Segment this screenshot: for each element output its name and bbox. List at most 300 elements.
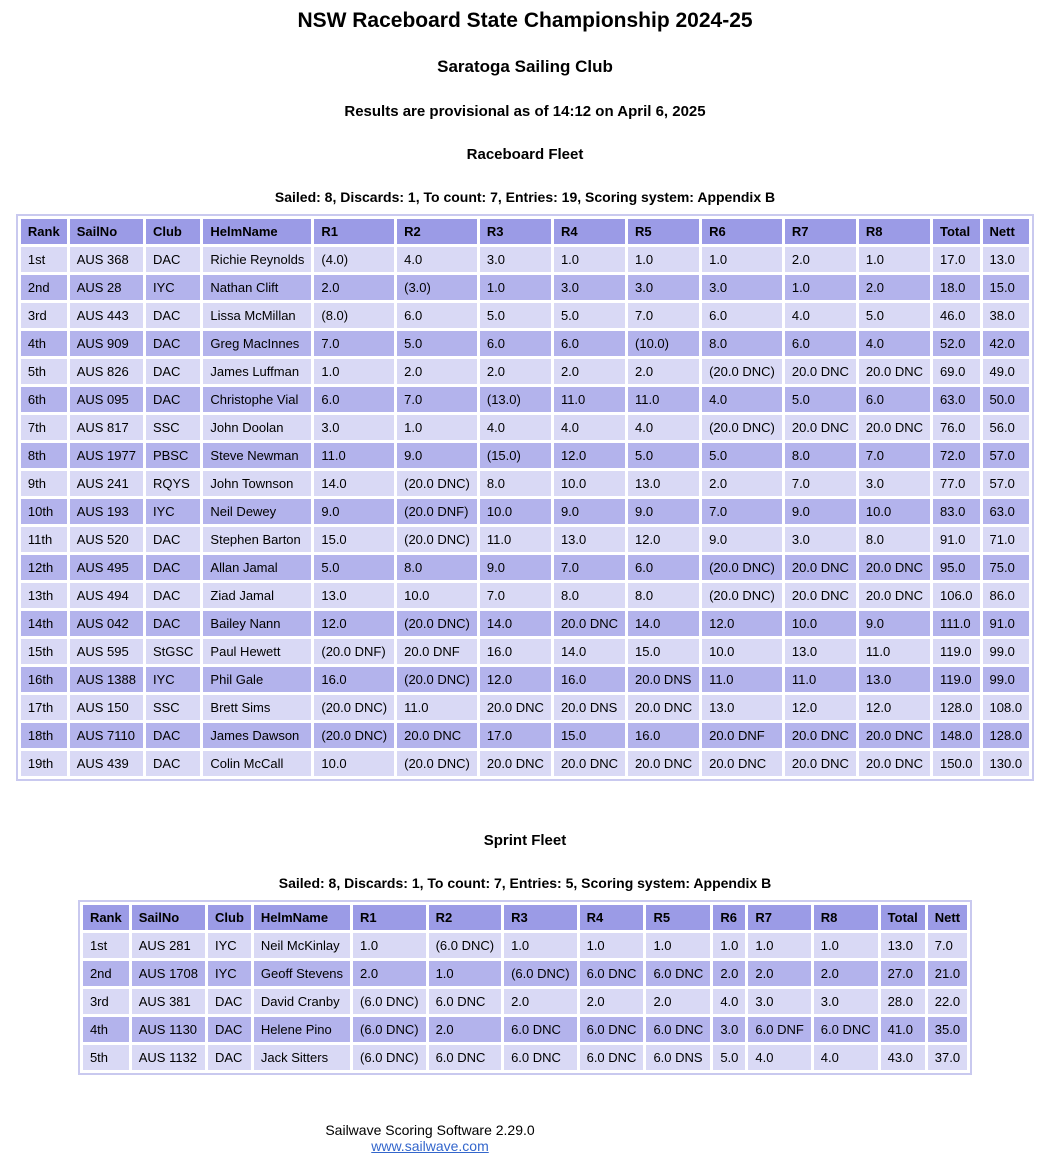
table-cell: IYC [146,275,200,300]
fleet-summary-raceboard: Sailed: 8, Discards: 1, To count: 7, Entries: 19, Scoring system: Appendix B [274,189,776,205]
table-cell: 20.0 DNC [859,751,930,776]
sailwave-link[interactable]: www.sailwave.com [371,1138,489,1154]
table-cell: 11.0 [859,639,930,664]
column-header-total: Total [933,219,980,244]
table-cell: 7.0 [314,331,394,356]
table-cell: 11.0 [397,695,477,720]
table-cell: 8.0 [628,583,699,608]
table-cell: 8.0 [859,527,930,552]
table-cell: 1.0 [702,247,782,272]
table-cell: 13.0 [628,471,699,496]
column-header-r6: R6 [713,905,745,930]
table-cell: Christophe Vial [203,387,311,412]
table-cell: 4.0 [814,1045,878,1070]
table-cell: 11.0 [628,387,699,412]
table-cell: 5th [83,1045,129,1070]
table-cell: (8.0) [314,303,394,328]
table-row [83,1045,967,1070]
table-cell: 13.0 [785,639,856,664]
table-row [21,499,1029,524]
table-cell: 1.0 [646,933,710,958]
table-cell: 5.0 [628,443,699,468]
table-cell: 20.0 DNC [859,555,930,580]
table-cell: 6.0 DNC [646,961,710,986]
table-cell: (20.0 DNC) [702,555,782,580]
table-cell: (20.0 DNC) [314,695,394,720]
column-header-r3: R3 [480,219,551,244]
column-header-sailno: SailNo [70,219,143,244]
table-row [21,639,1029,664]
table-cell: 2.0 [859,275,930,300]
table-cell: 10.0 [397,583,477,608]
table-cell: 9.0 [480,555,551,580]
table-cell: (20.0 DNC) [397,667,477,692]
table-cell: 8.0 [785,443,856,468]
table-cell: John Doolan [203,415,311,440]
table-cell: DAC [208,1045,251,1070]
table-cell: 2.0 [713,961,745,986]
table-cell: 9th [21,471,67,496]
table-cell: 6.0 DNF [748,1017,810,1042]
table-cell: 1.0 [748,933,810,958]
table-cell: 14.0 [628,611,699,636]
table-cell: 15.0 [554,723,625,748]
table-cell: 11th [21,527,67,552]
table-cell: AUS 28 [70,275,143,300]
table-cell: 4.0 [628,415,699,440]
table-cell: 20.0 DNC [859,583,930,608]
table-cell: 2.0 [353,961,426,986]
table-cell: 3.0 [713,1017,745,1042]
table-row [83,989,967,1014]
table-cell: (20.0 DNC) [397,471,477,496]
table-cell: Allan Jamal [203,555,311,580]
table-cell: 9.0 [702,527,782,552]
table-cell: (6.0 DNC) [353,989,426,1014]
table-cell: 8.0 [702,331,782,356]
table-cell: 12.0 [554,443,625,468]
table-cell: 6th [21,387,67,412]
column-header-r1: R1 [314,219,394,244]
table-cell: Greg MacInnes [203,331,311,356]
table-cell: 6.0 DNC [504,1017,577,1042]
table-cell: 13.0 [983,247,1030,272]
table-cell: Nathan Clift [203,275,311,300]
table-cell: Helene Pino [254,1017,350,1042]
table-cell: SSC [146,695,200,720]
table-cell: 41.0 [881,1017,925,1042]
table-cell: 6.0 DNC [646,1017,710,1042]
table-cell: DAC [146,527,200,552]
table-cell: 20.0 DNC [397,723,477,748]
column-header-r2: R2 [429,905,502,930]
table-cell: (3.0) [397,275,477,300]
table-cell: (20.0 DNC) [397,611,477,636]
table-cell: 12.0 [785,695,856,720]
venue-title: Saratoga Sailing Club [437,57,613,76]
table-cell: 18.0 [933,275,980,300]
table-cell: IYC [208,961,251,986]
table-cell: 1.0 [713,933,745,958]
table-cell: 4.0 [397,247,477,272]
table-row [21,667,1029,692]
table-cell: 2.0 [785,247,856,272]
table-cell: AUS 1130 [132,1017,205,1042]
table-cell: 130.0 [983,751,1030,776]
table-row [21,275,1029,300]
table-cell: 5th [21,359,67,384]
table-cell: 3.0 [554,275,625,300]
column-header-rank: Rank [21,219,67,244]
footer-software-credit: Sailwave Scoring Software 2.29.0 [325,1122,535,1138]
table-cell: StGSC [146,639,200,664]
table-cell: 2.0 [814,961,878,986]
table-cell: (6.0 DNC) [429,933,502,958]
table-cell: Lissa McMillan [203,303,311,328]
table-cell: 20.0 DNC [785,723,856,748]
table-cell: 76.0 [933,415,980,440]
table-cell: 91.0 [933,527,980,552]
table-cell: 6.0 [859,387,930,412]
table-cell: 3.0 [628,275,699,300]
table-cell: 2nd [83,961,129,986]
table-cell: 1.0 [314,359,394,384]
table-row [21,723,1029,748]
table-cell: 13.0 [702,695,782,720]
table-cell: 10.0 [554,471,625,496]
table-cell: 1.0 [480,275,551,300]
table-cell: AUS 241 [70,471,143,496]
table-cell: IYC [146,667,200,692]
table-cell: 86.0 [983,583,1030,608]
table-cell: 11.0 [554,387,625,412]
table-cell: 9.0 [785,499,856,524]
table-cell: 1.0 [859,247,930,272]
table-row [21,527,1029,552]
table-cell: 111.0 [933,611,980,636]
table-cell: DAC [146,751,200,776]
table-cell: 2.0 [628,359,699,384]
table-cell: 13.0 [881,933,925,958]
table-cell: 8.0 [480,471,551,496]
table-cell: 42.0 [983,331,1030,356]
table-cell: AUS 443 [70,303,143,328]
table-cell: 69.0 [933,359,980,384]
table-cell: Jack Sitters [254,1045,350,1070]
table-cell: 1.0 [397,415,477,440]
table-cell: Richie Reynolds [203,247,311,272]
table-cell: 1.0 [814,933,878,958]
table-cell: 4.0 [785,303,856,328]
table-cell: 20.0 DNC [628,751,699,776]
table-cell: 20.0 DNC [785,751,856,776]
table-cell: 10th [21,499,67,524]
column-header-nett: Nett [983,219,1030,244]
raceboard-results-table [16,214,1034,781]
table-row [21,751,1029,776]
table-cell: 13.0 [314,583,394,608]
table-cell: 21.0 [928,961,967,986]
table-cell: 4.0 [713,989,745,1014]
table-cell: 71.0 [983,527,1030,552]
table-cell: 7th [21,415,67,440]
table-cell: 16.0 [480,639,551,664]
table-cell: David Cranby [254,989,350,1014]
table-cell: 11.0 [480,527,551,552]
table-cell: 4.0 [480,415,551,440]
table-cell: 13.0 [859,667,930,692]
table-cell: 128.0 [933,695,980,720]
table-cell: 15th [21,639,67,664]
table-cell: 119.0 [933,667,980,692]
table-cell: 20.0 DNF [702,723,782,748]
table-cell: 2.0 [646,989,710,1014]
table-cell: (20.0 DNC) [702,415,782,440]
table-cell: 16.0 [314,667,394,692]
table-cell: AUS 520 [70,527,143,552]
table-cell: AUS 281 [132,933,205,958]
table-cell: 4.0 [702,387,782,412]
table-cell: (4.0) [314,247,394,272]
table-cell: 6.0 [785,331,856,356]
column-header-r7: R7 [748,905,810,930]
table-cell: 5.0 [397,331,477,356]
table-cell: (20.0 DNC) [702,583,782,608]
table-cell: 20.0 DNC [628,695,699,720]
table-cell: 1st [21,247,67,272]
table-cell: 5.0 [480,303,551,328]
table-cell: 6.0 [554,331,625,356]
table-cell: 6.0 [314,387,394,412]
table-row [83,961,967,986]
table-cell: (6.0 DNC) [353,1017,426,1042]
table-cell: (20.0 DNC) [314,723,394,748]
table-cell: AUS 595 [70,639,143,664]
table-cell: (20.0 DNC) [397,527,477,552]
table-cell: 6.0 [628,555,699,580]
table-cell: 15.0 [628,639,699,664]
table-cell: Brett Sims [203,695,311,720]
table-cell: 15.0 [314,527,394,552]
table-cell: 7.0 [785,471,856,496]
table-cell: AUS 826 [70,359,143,384]
column-header-r8: R8 [859,219,930,244]
table-cell: 72.0 [933,443,980,468]
table-cell: 7.0 [397,387,477,412]
table-cell: 99.0 [983,639,1030,664]
table-row [21,443,1029,468]
table-cell: 9.0 [628,499,699,524]
table-cell: 3rd [83,989,129,1014]
table-cell: 20.0 DNC [859,359,930,384]
table-cell: 128.0 [983,723,1030,748]
table-cell: 13th [21,583,67,608]
table-cell: 10.0 [859,499,930,524]
table-cell: 2.0 [314,275,394,300]
table-cell: 6.0 DNC [580,1017,644,1042]
table-cell: Bailey Nann [203,611,311,636]
table-cell: 14.0 [480,611,551,636]
table-row [21,303,1029,328]
table-cell: 6.0 DNC [429,989,502,1014]
table-cell: IYC [146,499,200,524]
table-cell: (20.0 DNC) [702,359,782,384]
table-cell: 10.0 [314,751,394,776]
table-cell: Ziad Jamal [203,583,311,608]
table-cell: 14th [21,611,67,636]
table-cell: (13.0) [480,387,551,412]
table-cell: 20.0 DNF [397,639,477,664]
table-cell: 57.0 [983,443,1030,468]
column-header-r6: R6 [702,219,782,244]
table-cell: 14.0 [314,471,394,496]
table-cell: 20.0 DNC [480,751,551,776]
table-cell: 12th [21,555,67,580]
table-cell: DAC [146,331,200,356]
table-cell: 1.0 [580,933,644,958]
table-cell: 20.0 DNC [859,415,930,440]
table-cell: Stephen Barton [203,527,311,552]
table-cell: 20.0 DNC [554,751,625,776]
table-cell: 38.0 [983,303,1030,328]
column-header-r5: R5 [646,905,710,930]
table-cell: 12.0 [859,695,930,720]
table-cell: 11.0 [785,667,856,692]
table-cell: AUS 1708 [132,961,205,986]
table-cell: 75.0 [983,555,1030,580]
table-cell: 1.0 [628,247,699,272]
table-cell: 7.0 [628,303,699,328]
table-cell: 17.0 [480,723,551,748]
table-cell: 1.0 [429,961,502,986]
table-cell: 5.0 [859,303,930,328]
table-cell: 19th [21,751,67,776]
table-cell: AUS 381 [132,989,205,1014]
table-row [21,611,1029,636]
table-cell: 4.0 [748,1045,810,1070]
table-cell: 63.0 [983,499,1030,524]
table-cell: IYC [208,933,251,958]
table-cell: (10.0) [628,331,699,356]
table-cell: Neil McKinlay [254,933,350,958]
table-cell: 150.0 [933,751,980,776]
table-cell: 6.0 DNC [429,1045,502,1070]
table-cell: 7.0 [480,583,551,608]
table-cell: 20.0 DNC [702,751,782,776]
column-header-r2: R2 [397,219,477,244]
table-cell: 6.0 DNC [814,1017,878,1042]
table-cell: DAC [146,583,200,608]
table-cell: 91.0 [983,611,1030,636]
table-cell: 6.0 [702,303,782,328]
table-cell: 119.0 [933,639,980,664]
table-row [21,387,1029,412]
table-cell: 16th [21,667,67,692]
table-cell: 2.0 [429,1017,502,1042]
table-cell: 6.0 DNC [580,1045,644,1070]
table-cell: AUS 095 [70,387,143,412]
table-cell: PBSC [146,443,200,468]
table-cell: DAC [146,611,200,636]
table-cell: 1.0 [785,275,856,300]
table-cell: Geoff Stevens [254,961,350,986]
table-cell: AUS 494 [70,583,143,608]
table-cell: 4th [83,1017,129,1042]
page-title: NSW Raceboard State Championship 2024-25 [297,9,753,32]
table-cell: (20.0 DNF) [314,639,394,664]
table-cell: AUS 817 [70,415,143,440]
table-cell: 1.0 [353,933,426,958]
table-cell: 35.0 [928,1017,967,1042]
table-cell: DAC [208,1017,251,1042]
column-header-r7: R7 [785,219,856,244]
table-cell: 95.0 [933,555,980,580]
column-header-club: Club [208,905,251,930]
table-cell: 3.0 [314,415,394,440]
table-cell: 8.0 [554,583,625,608]
table-cell: 4.0 [554,415,625,440]
table-cell: 20.0 DNS [554,695,625,720]
column-header-nett: Nett [928,905,967,930]
table-cell: 7.0 [928,933,967,958]
table-cell: 10.0 [785,611,856,636]
table-row [21,359,1029,384]
table-cell: (20.0 DNF) [397,499,477,524]
table-cell: 9.0 [859,611,930,636]
table-cell: 17.0 [933,247,980,272]
table-cell: 1st [83,933,129,958]
table-cell: 106.0 [933,583,980,608]
table-cell: 2.0 [748,961,810,986]
table-cell: 9.0 [314,499,394,524]
raceboard-header-row [21,219,1029,244]
table-cell: 3.0 [814,989,878,1014]
table-cell: 10.0 [480,499,551,524]
table-cell: AUS 368 [70,247,143,272]
table-cell: (6.0 DNC) [504,961,577,986]
table-cell: 5.0 [713,1045,745,1070]
table-cell: 7.0 [859,443,930,468]
table-cell: AUS 7110 [70,723,143,748]
column-header-r5: R5 [628,219,699,244]
table-cell: 2.0 [480,359,551,384]
table-cell: 1.0 [554,247,625,272]
table-cell: 7.0 [702,499,782,524]
table-cell: 63.0 [933,387,980,412]
table-cell: 50.0 [983,387,1030,412]
fleet-title-sprint: Sprint Fleet [483,832,567,849]
column-header-rank: Rank [83,905,129,930]
table-cell: 11.0 [314,443,394,468]
table-cell: 16.0 [628,723,699,748]
table-cell: 12.0 [314,611,394,636]
table-cell: 12.0 [628,527,699,552]
table-cell: 4th [21,331,67,356]
table-cell: 6.0 DNC [504,1045,577,1070]
table-row [21,471,1029,496]
table-cell: 5.0 [314,555,394,580]
table-cell: 9.0 [397,443,477,468]
table-row [21,247,1029,272]
table-cell: James Dawson [203,723,311,748]
table-cell: Colin McCall [203,751,311,776]
table-cell: 4.0 [859,331,930,356]
table-cell: 20.0 DNC [785,415,856,440]
table-cell: 6.0 DNS [646,1045,710,1070]
table-row [83,933,967,958]
table-cell: 83.0 [933,499,980,524]
table-cell: 12.0 [480,667,551,692]
